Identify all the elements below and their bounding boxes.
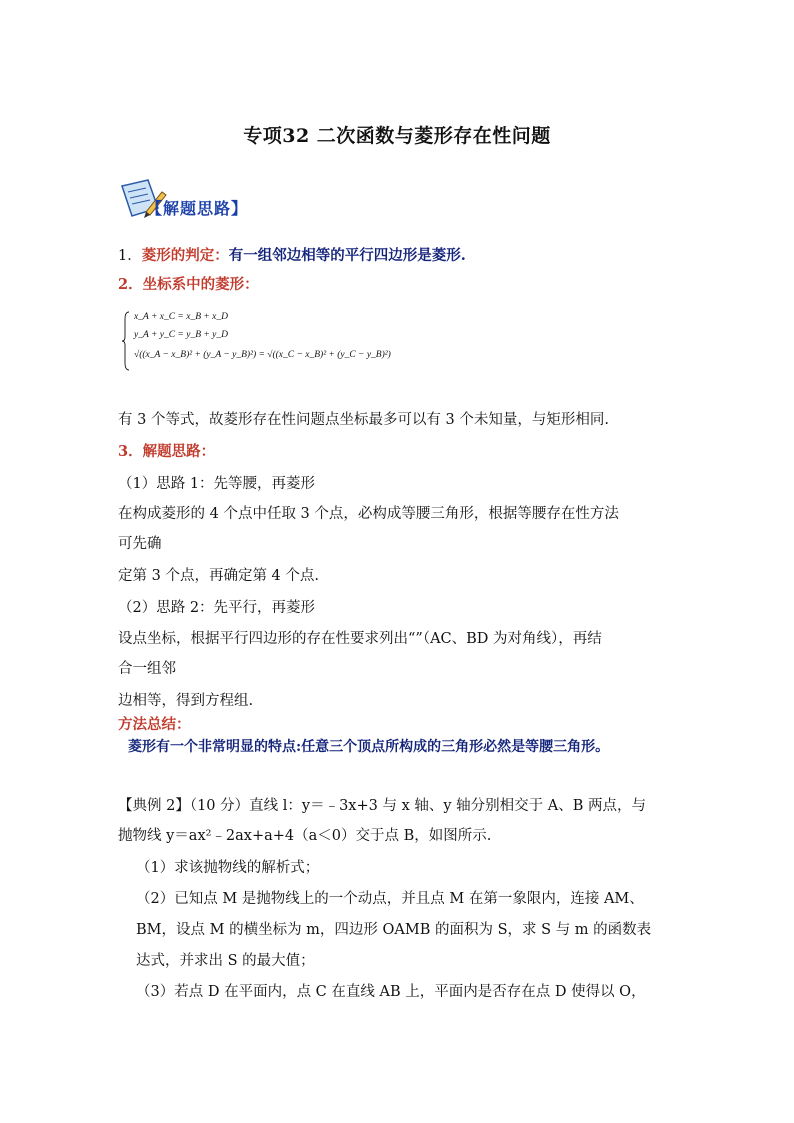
idea-1-line-2: 可先确: [118, 536, 162, 552]
formula-eq-2: y_A + y_C = y_B + y_D: [134, 330, 228, 340]
point-1-number: 1．: [118, 248, 142, 264]
point-2: [118, 273, 259, 294]
point-3-text: 解题思路：: [142, 443, 216, 460]
idea-1-title: （1）思路 1：先等腰，再菱形: [118, 476, 316, 492]
point-2-text: 坐标系中的菱形：: [142, 276, 259, 293]
paragraph-1: 有 3 个等式，故菱形存在性问题点坐标最多可以有 3 个未知量，与矩形相同.: [118, 412, 609, 428]
formula-eq-3: √((x_A − x_B)² + (y_A − y_B)²) = √((x_C − x_B)² + (y_C − y_B)²): [134, 350, 391, 360]
left-brace-icon: [122, 311, 130, 371]
page-title: 专项32 二次函数与菱形存在性问题: [243, 125, 551, 147]
point-1-text: 有一组邻边相等的平行四边形是菱形.: [228, 247, 466, 264]
question-2-line-2: BM，设点 M 的横坐标为 m，四边形 OAMB 的面积为 S，求 S 与 m 的函数表: [136, 922, 652, 938]
summary-label: 方法总结：: [118, 716, 191, 733]
summary-text: 菱形有一个非常明显的特点:任意三个顶点所构成的三角形必然是等腰三角形。: [128, 739, 610, 755]
question-2-line-3: 达式，并求出 S 的最大值；: [136, 953, 315, 969]
idea-2-line-2: 合一组邻: [118, 661, 176, 677]
idea-2-line-3: 边相等，得到方程组.: [118, 693, 254, 709]
section-badge-label: 【解题思路】: [146, 199, 249, 218]
formula-eq-1: x_A + x_C = x_B + x_D: [134, 312, 228, 322]
point-3: [118, 440, 215, 461]
idea-1-line-1: 在构成菱形的 4 个点中任取 3 个点，必构成等腰三角形，根据等腰存在性方法: [118, 506, 619, 522]
idea-2-line-1: 设点坐标，根据平行四边形的存在性要求列出“”（AC、BD 为对角线），再结: [118, 631, 602, 647]
example-line-2: 抛物线 y＝ax²﹣2ax+a+4（a＜0）交于点 B，如图所示.: [118, 828, 492, 844]
question-3: （3）若点 D 在平面内，点 C 在直线 AB 上，平面内是否存在点 D 使得以 O，: [136, 984, 646, 1000]
point-1-term: 菱形的判定：: [141, 247, 229, 264]
idea-1-line-3: 定第 3 个点，再确定第 4 个点.: [118, 568, 319, 584]
point-2-number: 2．: [118, 276, 143, 293]
example-head: 【典例 2】（10 分）直线 l：y＝﹣3x+3 与 x 轴、y 轴分别相交于 A、B 两点，与: [118, 798, 647, 814]
question-1: （1）求该抛物线的解析式；: [136, 860, 320, 876]
idea-2-title: （2）思路 2：先平行，再菱形: [118, 600, 316, 616]
rhombus-formula: [118, 308, 391, 374]
point-1: [118, 244, 466, 265]
question-2-line-1: （2）已知点 M 是抛物线上的一个动点，并且点 M 在第一象限内，连接 AM、: [136, 891, 644, 907]
point-3-number: 3．: [118, 443, 143, 460]
